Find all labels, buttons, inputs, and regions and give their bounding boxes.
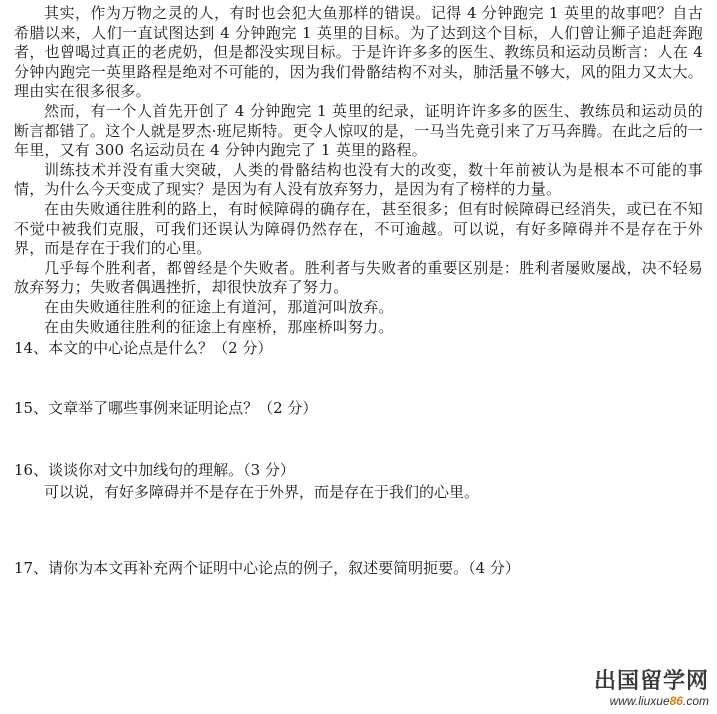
question-16: 16、谈谈你对文中加线句的理解。（3 分）: [14, 461, 295, 480]
watermark-url-suffix: .com: [682, 694, 709, 708]
reading-passage: [14, 4, 703, 337]
passage-paragraph-3: 训练技术并没有重大突破，人类的骨骼结构也没有大的改变，数十年前被认为是根本不可能的事情，为什么今天变成了现实？是因为有人没有放弃努力，是因为有了榜样的力量。: [14, 160, 703, 199]
watermark-url-prefix: www.liuxue: [609, 694, 670, 708]
question-14: 14、本文的中心论点是什么？（2 分）: [14, 339, 273, 358]
watermark-url-highlight: 86: [669, 694, 683, 708]
site-watermark: [594, 670, 709, 708]
passage-paragraph-6: 在由失败通往胜利的征途上有道河，那道河叫放弃。: [44, 297, 394, 316]
question-16-quoted-sentence: 可以说，有好多障碍并不是存在于外界，而是存在于我们的心里。: [44, 483, 480, 502]
question-15: 15、文章举了哪些事例来证明论点？（2 分）: [14, 399, 318, 418]
passage-paragraph-1: 其实，作为万物之灵的人，有时也会犯大鱼那样的错误。记得 4 分钟跑完 1 英里的故事吧？自古希腊以来，人们一直试图达到 4 分钟跑完 1 英里的目标。为了达到这个目标，人们曾让狮子追赶奔跑者，也曾喝过真正的老虎奶，但是都没实现目标。于是许许多多的医生、教练员和运动员断言：人在 4 分钟内跑完一英里路程是绝对不可能的，因为我们骨骼结构不对头，肺活量不够大，风的阻力又太大。理由实在很多很多。: [14, 4, 703, 101]
passage-paragraph-5: 几乎每个胜利者，都曾经是个失败者。胜利者与失败者的重要区别是：胜利者屡败屡战，决不轻易放弃努力；失败者偶遇挫折，却很快放弃了努力。: [14, 258, 703, 297]
question-17: 17、请你为本文再补充两个证明中心论点的例子，叙述要简明扼要。（4 分）: [14, 559, 520, 578]
passage-paragraph-2: 然而，有一个人首先开创了 4 分钟跑完 1 英里的纪录，证明许许多多的医生、教练员和运动员的断言都错了。这个人就是罗杰·班尼斯特。更令人惊叹的是，一马当先竟引来了万马奔腾。在此之后的一年里，又有 300 名运动员在 4 分钟内跑完了 1 英里的路程。: [14, 101, 703, 160]
watermark-site-name: 出国留学网: [593, 669, 709, 694]
passage-paragraph-7: 在由失败通往胜利的征途上有座桥，那座桥叫努力。: [44, 317, 394, 336]
watermark-url: [594, 694, 709, 708]
passage-paragraph-4: 在由失败通往胜利的路上，有时候障碍的确存在，甚至很多；但有时候障碍已经消失，或已在不知不觉中被我们克服，可我们还误认为障碍仍然存在，不可逾越。可以说，有好多障碍并不是存在于外界，而是存在于我们的心里。: [14, 199, 703, 258]
